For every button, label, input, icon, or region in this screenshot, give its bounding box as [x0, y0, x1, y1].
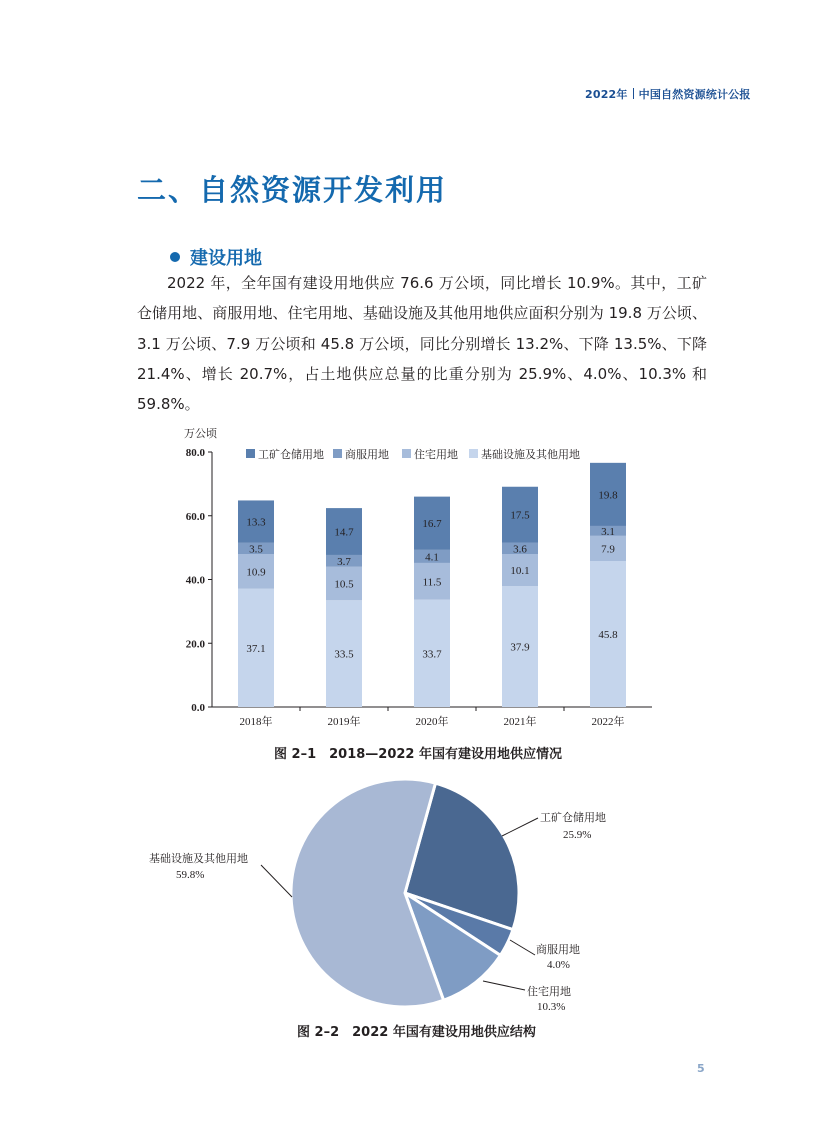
bar-data-label: 13.3	[246, 516, 266, 529]
pie-slice-percent: 10.3%	[537, 1001, 566, 1013]
bar-data-label: 45.8	[598, 629, 618, 642]
figure2-caption: 图 2–2 2022 年国有建设用地供应结构	[297, 1025, 536, 1040]
bar-data-label: 14.7	[334, 526, 354, 539]
body-paragraph: 2022 年，全年国有建设用地供应 76.6 万公顷，同比增长 10.9%。其中，工矿仓储用地、商服用地、住宅用地、基础设施及其他用地供应面积分别为 19.8 万公顷、3.1 万公顷、7.9 万公顷和 45.8 万公顷，同比分别增长 13.2%、下降 13.5%、下降 21.4%、增长 20.7%，占土地供应总量的比重分别为 25.9%、4.0%、10.3% 和 59.8%。	[137, 274, 707, 414]
legend-label: 商服用地	[345, 448, 389, 461]
bar-data-label: 19.8	[598, 489, 618, 502]
pie-slice-percent: 25.9%	[563, 829, 592, 841]
page-number: 5	[697, 1062, 705, 1075]
section-title: 二、自然资源开发利用	[137, 173, 448, 207]
pie-leader-line	[502, 818, 538, 836]
bar-data-label: 37.1	[246, 642, 266, 655]
pie-slice-percent: 59.8%	[176, 869, 205, 881]
pie-leader-line	[483, 981, 525, 990]
bar-data-label: 10.9	[246, 566, 266, 579]
legend-swatch	[469, 449, 478, 458]
bar-data-label: 11.5	[422, 576, 442, 589]
x-tick-label: 2022年	[591, 716, 625, 728]
bar-data-label: 17.5	[510, 509, 530, 522]
pie-slice-name: 商服用地	[536, 943, 580, 956]
x-tick-label: 2018年	[239, 716, 273, 728]
figure1-caption: 图 2–1 2018—2022 年国有建设用地供应情况	[274, 747, 563, 762]
bar-data-label: 4.1	[425, 551, 439, 564]
bar-data-label: 10.5	[334, 578, 354, 591]
bar-data-label: 3.7	[337, 555, 351, 568]
legend-label: 基础设施及其他用地	[481, 448, 580, 461]
subsection-title: 建设用地	[190, 248, 262, 269]
y-tick-label: 80.0	[185, 447, 205, 459]
y-axis-unit: 万公顷	[184, 427, 217, 440]
legend-label: 住宅用地	[414, 448, 458, 461]
pie-leader-line	[261, 865, 292, 897]
pie-slice-name: 基础设施及其他用地	[149, 852, 248, 865]
legend-swatch	[246, 449, 255, 458]
header-year: 2022年	[585, 88, 628, 101]
bar-data-label: 37.9	[510, 641, 530, 654]
bar-data-label: 33.7	[422, 648, 442, 661]
bar-data-label: 3.6	[513, 543, 527, 556]
x-tick-label: 2020年	[415, 716, 449, 728]
legend-swatch	[333, 449, 342, 458]
x-tick-label: 2019年	[327, 716, 361, 728]
x-tick-label: 2021年	[503, 716, 537, 728]
legend-swatch	[402, 449, 411, 458]
bar-data-label: 7.9	[601, 543, 615, 556]
pie-slice-percent: 4.0%	[547, 959, 570, 971]
y-tick-label: 0.0	[191, 702, 205, 714]
legend-label: 工矿仓储用地	[258, 448, 324, 461]
y-tick-label: 40.0	[185, 574, 205, 587]
pie-slice-name: 住宅用地	[527, 985, 571, 998]
pie-slice-name: 工矿仓储用地	[540, 811, 606, 824]
y-tick-label: 20.0	[185, 638, 205, 651]
bar-data-label: 3.1	[601, 525, 615, 538]
pie-leader-line	[510, 940, 535, 955]
bar-data-label: 10.1	[510, 565, 530, 578]
header-publication: 中国自然资源统计公报	[638, 88, 751, 101]
bar-data-label: 3.5	[249, 543, 263, 556]
bar-data-label: 16.7	[422, 518, 442, 531]
y-tick-label: 60.0	[185, 510, 205, 523]
bar-data-label: 33.5	[334, 648, 354, 661]
